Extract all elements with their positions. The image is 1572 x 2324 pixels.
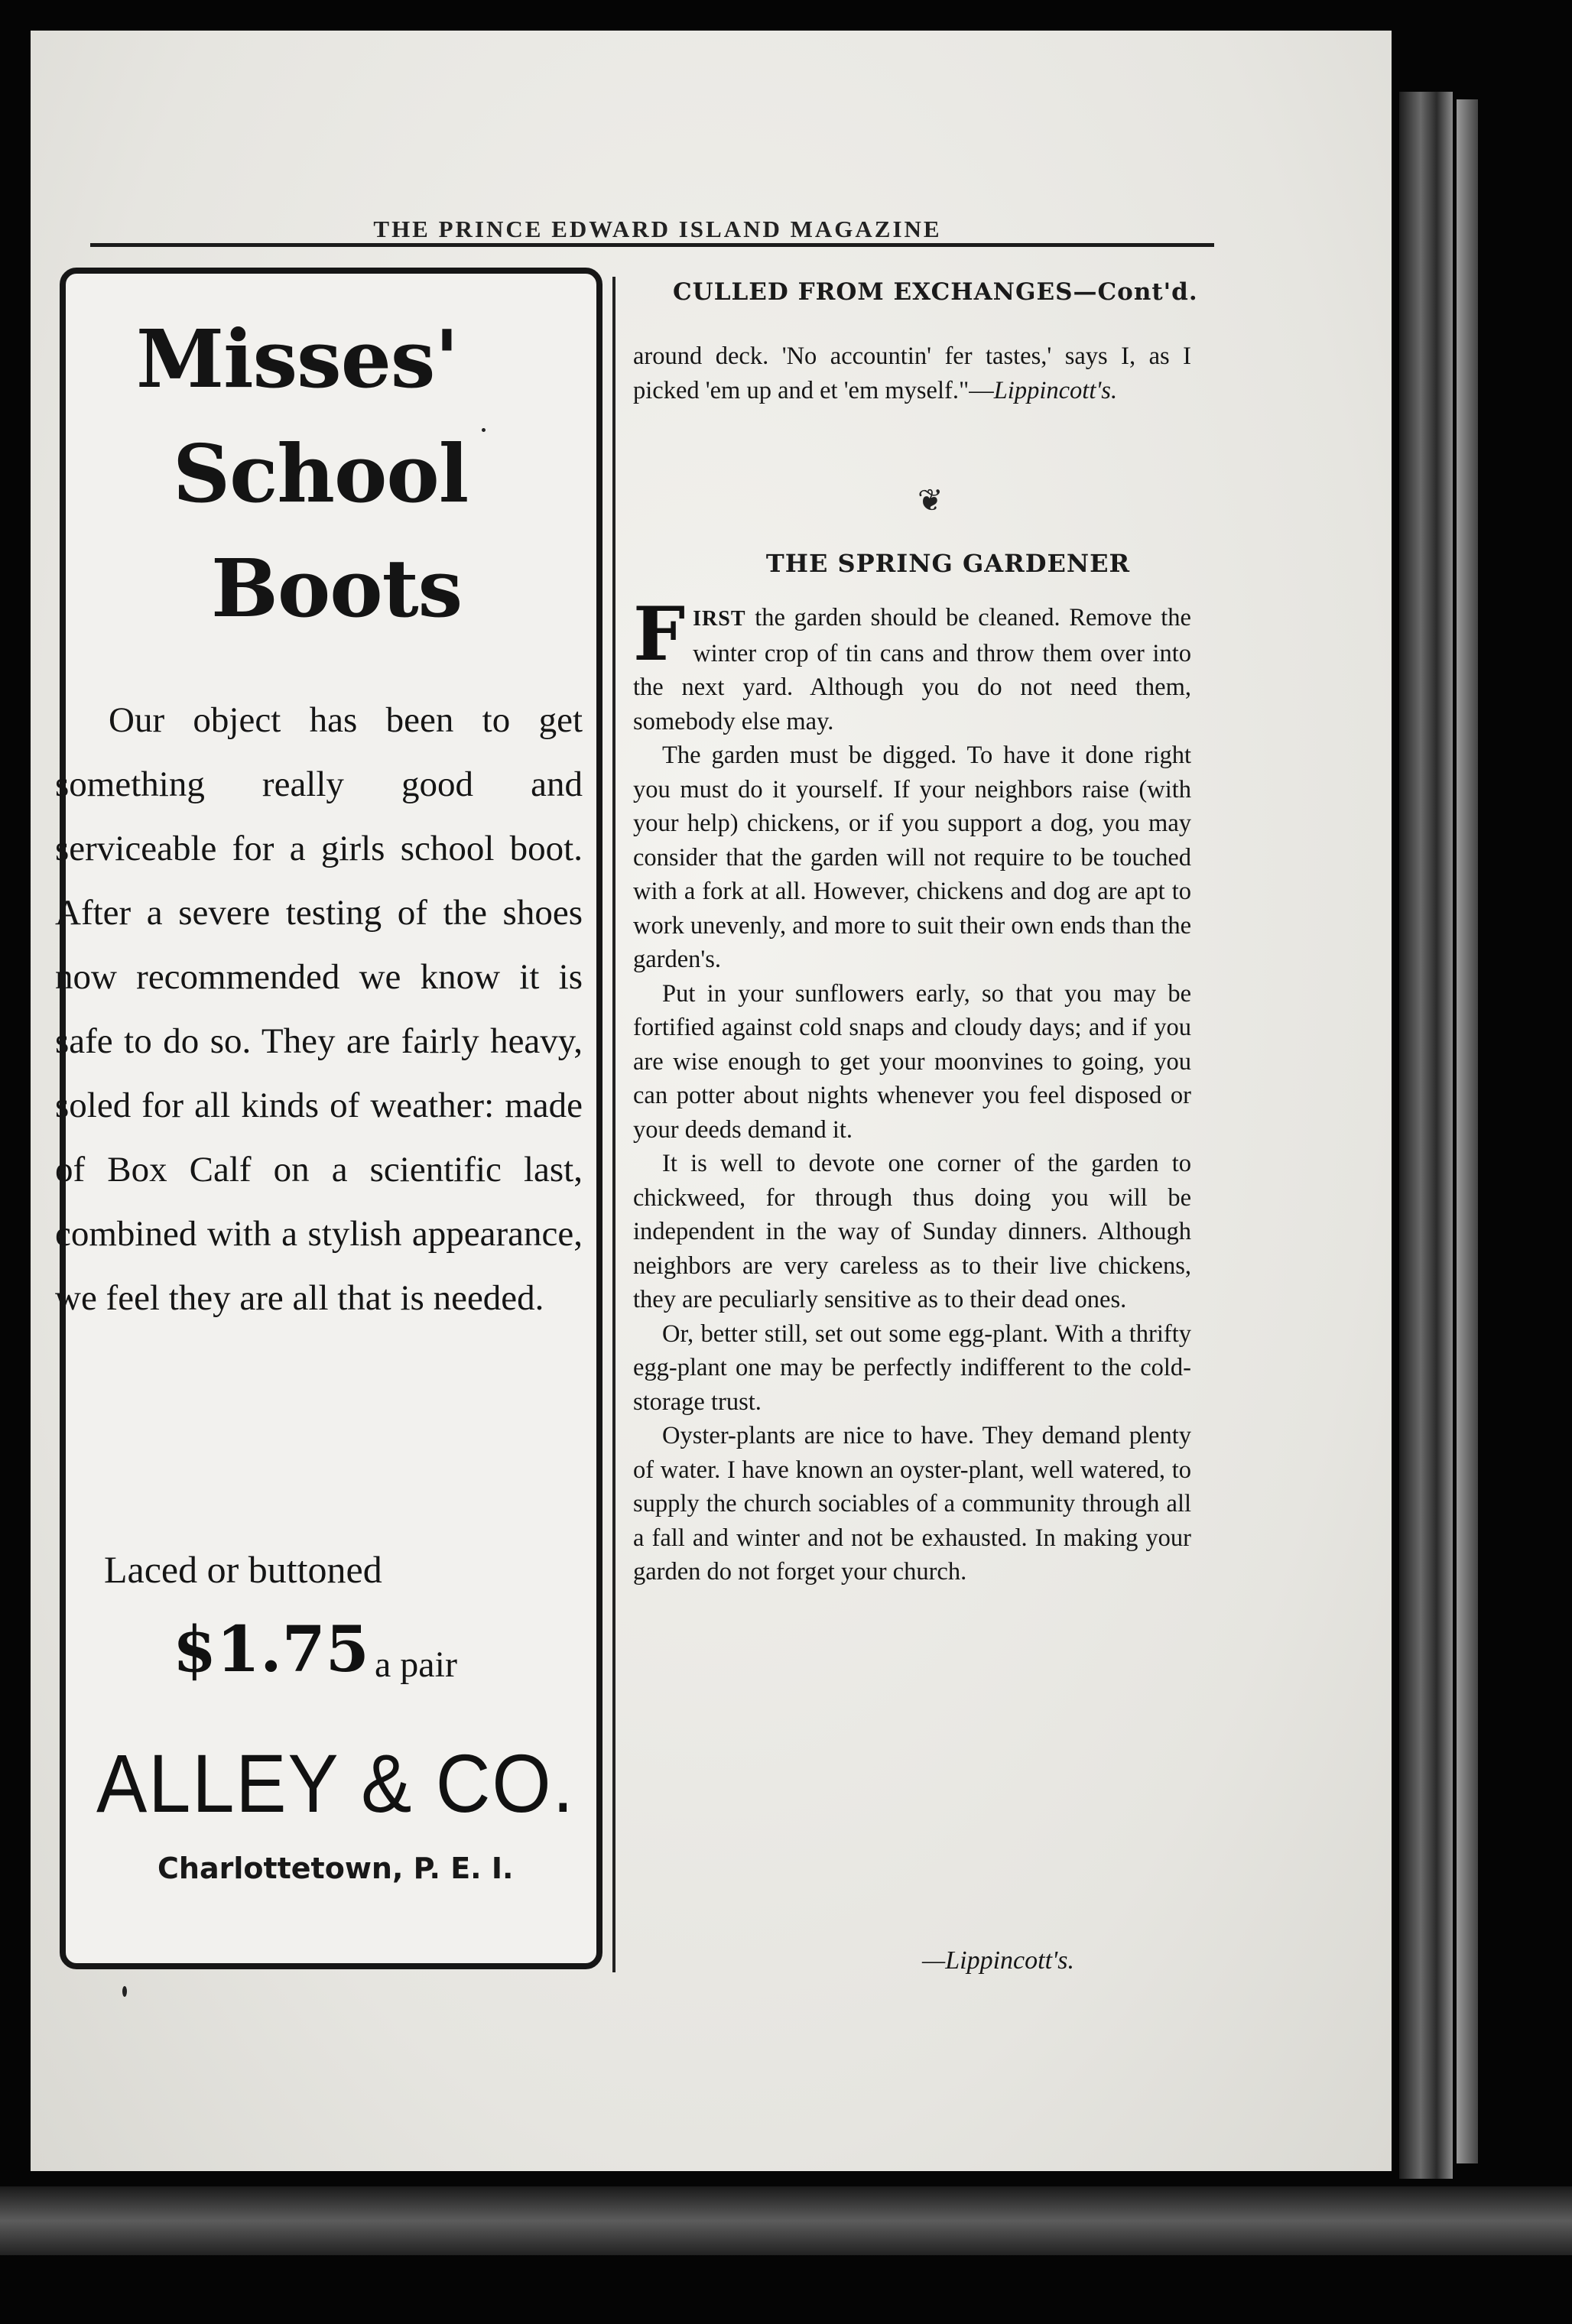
ad-title-line3: Boots xyxy=(211,541,463,635)
book-spine-edge xyxy=(1457,99,1478,2163)
article-body xyxy=(633,591,1191,1589)
article-paragraph: The garden must be digged. To have it done right you must do it yourself. If your neighbors raise (with your help) chickens, or if you support a dog, you may consider that the garden will not require to be touched with a fork at all. However, chickens and dog are apt to work unevenly, and more to suit their own ends than the garden's. xyxy=(633,742,1191,973)
previous-text: around deck. 'No accountin' fer tastes,' says I, as I picked 'em up and et 'em myself."— xyxy=(633,342,1191,404)
article-paragraph: Or, better still, set out some egg-plant. With a thrifty egg-plant one may be perfectly indifferent to the cold-storage trust. xyxy=(633,1319,1191,1416)
book-spine xyxy=(1399,92,1453,2179)
ad-firm-name: ALLEY & CO. xyxy=(96,1737,575,1829)
article-heading: THE SPRING GARDENER xyxy=(765,549,1131,578)
page-bottom-edge xyxy=(0,2186,1572,2255)
ad-body-text: Our object has been to get something really good and serviceable for a girls school boot. After a severe testing of the shoes now recommended we know it is safe to do so. They are fairly heavy, soled for all kinds of weather: made of Box Calf on a scientific last, combined with a stylish appearance, we feel they are all that is needed. xyxy=(55,700,583,1318)
ad-price: $1.75 xyxy=(173,1613,369,1686)
article-credit: —Lippincott's. xyxy=(922,1946,1075,1975)
ad-location: Charlottetown, P. E. I. xyxy=(158,1852,514,1885)
section-title: CULLED FROM EXCHANGES—Cont'd. xyxy=(673,278,1198,306)
article-paragraph: Oyster-plants are nice to have. They demand plenty of water. I have known an oyster-plant, well watered, to supply the church sociables of a community through all a fall and winter and not be exhausted. In making your garden do not forget your church. xyxy=(633,1422,1191,1586)
fleuron-ornament: ❦ xyxy=(918,483,944,518)
ink-speck xyxy=(482,428,486,432)
running-head: THE PRINCE EDWARD ISLAND MAGAZINE xyxy=(373,216,942,242)
previous-article-ending xyxy=(633,339,1191,407)
article-paragraph: It is well to devote one corner of the garden to chickweed, for through thus doing you will be independent in the way of Sunday dinners. Although neighbors are very careless as to their live chickens, they are peculiarly sensitive as to their dead ones. xyxy=(633,1150,1191,1313)
article-paragraph xyxy=(633,591,1191,738)
paragraph-1-text: the garden should be cleaned. Remove the winter crop of tin cans and throw them over into the next yard. Although you do not need them, somebody else may. xyxy=(633,604,1191,735)
previous-source: Lippincott's. xyxy=(993,376,1118,404)
ad-title-line2: School xyxy=(173,427,469,521)
header-rule xyxy=(90,243,1214,247)
ad-price-unit: a pair xyxy=(375,1644,457,1685)
ad-title-line1: Misses' xyxy=(136,312,459,406)
article-paragraph: Put in your sunflowers early, so that you may be fortified against cold snaps and cloudy days; and if you are wise enough to get your moonvines to going, you can potter about nights whenever you feel disposed or your deeds demand it. xyxy=(633,979,1191,1144)
lead-caps: IRST xyxy=(693,607,746,631)
drop-cap: F xyxy=(633,591,686,677)
column-divider xyxy=(612,277,615,1972)
ink-speck xyxy=(122,1986,127,1997)
ad-laced-text: Laced or buttoned xyxy=(104,1548,382,1591)
